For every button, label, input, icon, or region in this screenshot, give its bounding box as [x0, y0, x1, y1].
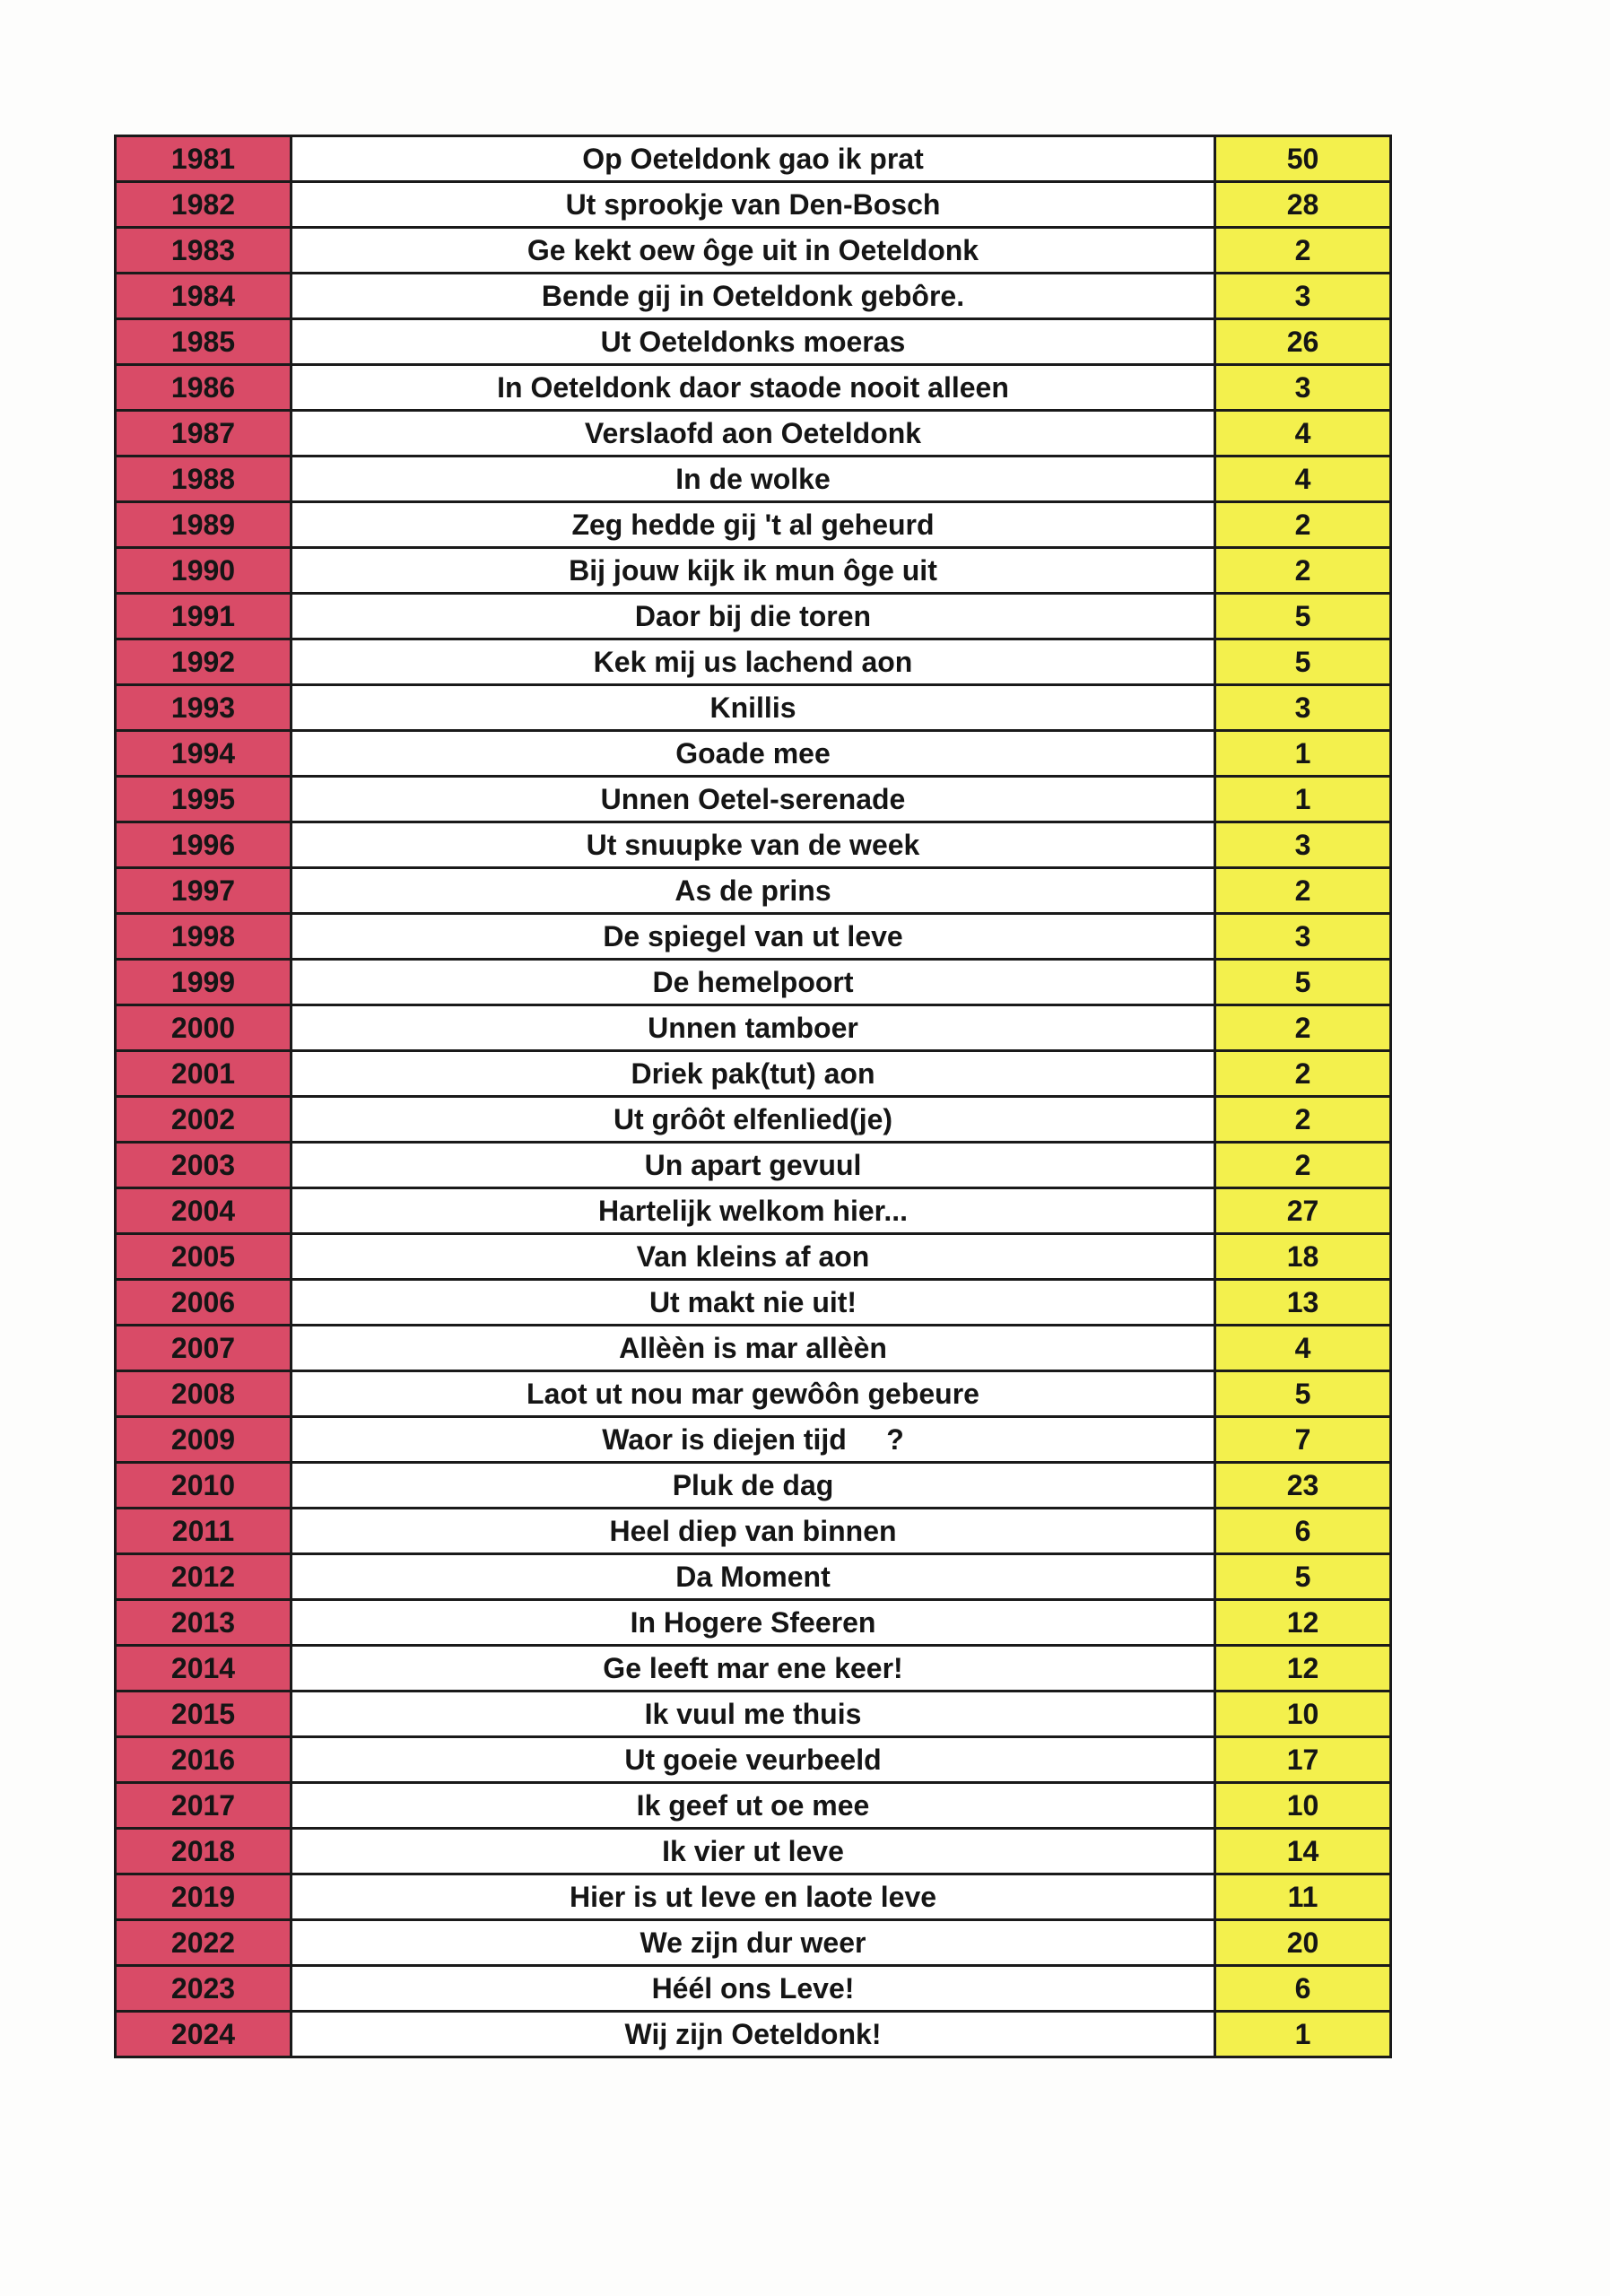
- count-cell: 4: [1215, 1326, 1391, 1371]
- table-row: [116, 1371, 1391, 1417]
- year-cell: 2007: [116, 1326, 292, 1371]
- table-row: [116, 1234, 1391, 1280]
- count-cell: 12: [1215, 1600, 1391, 1646]
- count-cell: 11: [1215, 1874, 1391, 1920]
- title-cell: Allèèn is mar allèèn: [292, 1326, 1215, 1371]
- count-cell: 13: [1215, 1280, 1391, 1326]
- table-row: [116, 1920, 1391, 1966]
- table-row: [116, 1051, 1391, 1097]
- title-cell: Ut makt nie uit!: [292, 1280, 1215, 1326]
- song-table: [114, 135, 1392, 2058]
- count-cell: 17: [1215, 1737, 1391, 1783]
- year-cell: 1991: [116, 594, 292, 639]
- table-row: [116, 274, 1391, 319]
- title-cell: Hartelijk welkom hier...: [292, 1188, 1215, 1234]
- year-cell: 1981: [116, 136, 292, 182]
- table-row: [116, 1509, 1391, 1554]
- table-row: [116, 685, 1391, 731]
- count-cell: 27: [1215, 1188, 1391, 1234]
- count-cell: 3: [1215, 274, 1391, 319]
- year-cell: 1984: [116, 274, 292, 319]
- count-cell: 5: [1215, 639, 1391, 685]
- title-cell: Daor bij die toren: [292, 594, 1215, 639]
- title-cell: Bende gij in Oeteldonk gebôre.: [292, 274, 1215, 319]
- table-row: [116, 365, 1391, 411]
- title-cell: Hier is ut leve en laote leve: [292, 1874, 1215, 1920]
- table-row: [116, 1143, 1391, 1188]
- year-cell: 2000: [116, 1005, 292, 1051]
- year-cell: 2005: [116, 1234, 292, 1280]
- count-cell: 7: [1215, 1417, 1391, 1463]
- count-cell: 2: [1215, 1051, 1391, 1097]
- title-cell: Driek pak(tut) aon: [292, 1051, 1215, 1097]
- count-cell: 14: [1215, 1829, 1391, 1874]
- table-row: [116, 319, 1391, 365]
- table-row: [116, 548, 1391, 594]
- count-cell: 1: [1215, 777, 1391, 822]
- title-cell: Ge kekt oew ôge uit in Oeteldonk: [292, 228, 1215, 274]
- title-cell: Waor is diejen tijd ?: [292, 1417, 1215, 1463]
- table-row: [116, 1874, 1391, 1920]
- count-cell: 1: [1215, 731, 1391, 777]
- title-cell: Ik vuul me thuis: [292, 1692, 1215, 1737]
- year-cell: 2018: [116, 1829, 292, 1874]
- table-row: [116, 594, 1391, 639]
- count-cell: 5: [1215, 1554, 1391, 1600]
- count-cell: 5: [1215, 960, 1391, 1005]
- year-cell: 1992: [116, 639, 292, 685]
- table-row: [116, 1326, 1391, 1371]
- title-cell: Unnen Oetel-serenade: [292, 777, 1215, 822]
- title-cell: As de prins: [292, 868, 1215, 914]
- table-row: [116, 639, 1391, 685]
- title-cell: Goade mee: [292, 731, 1215, 777]
- year-cell: 1989: [116, 502, 292, 548]
- title-cell: Ut Oeteldonks moeras: [292, 319, 1215, 365]
- table-row: [116, 914, 1391, 960]
- year-cell: 1982: [116, 182, 292, 228]
- title-cell: Knillis: [292, 685, 1215, 731]
- table-row: [116, 1646, 1391, 1692]
- count-cell: 12: [1215, 1646, 1391, 1692]
- year-cell: 1993: [116, 685, 292, 731]
- table-row: [116, 136, 1391, 182]
- year-cell: 1986: [116, 365, 292, 411]
- table-row: [116, 1005, 1391, 1051]
- table-row: [116, 1280, 1391, 1326]
- count-cell: 4: [1215, 411, 1391, 457]
- year-cell: 1998: [116, 914, 292, 960]
- year-cell: 1985: [116, 319, 292, 365]
- table-row: [116, 777, 1391, 822]
- table-row: [116, 2012, 1391, 2057]
- title-cell: De hemelpoort: [292, 960, 1215, 1005]
- table-row: [116, 1966, 1391, 2012]
- table-row: [116, 1829, 1391, 1874]
- count-cell: 26: [1215, 319, 1391, 365]
- count-cell: 20: [1215, 1920, 1391, 1966]
- year-cell: 1987: [116, 411, 292, 457]
- title-cell: Ut grôôt elfenlied(je): [292, 1097, 1215, 1143]
- title-cell: De spiegel van ut leve: [292, 914, 1215, 960]
- title-cell: Ut goeie veurbeeld: [292, 1737, 1215, 1783]
- count-cell: 5: [1215, 594, 1391, 639]
- table-row: [116, 182, 1391, 228]
- title-cell: Ik vier ut leve: [292, 1829, 1215, 1874]
- table-row: [116, 1097, 1391, 1143]
- count-cell: 23: [1215, 1463, 1391, 1509]
- table-row: [116, 502, 1391, 548]
- year-cell: 2003: [116, 1143, 292, 1188]
- year-cell: 2024: [116, 2012, 292, 2057]
- year-cell: 2004: [116, 1188, 292, 1234]
- title-cell: Pluk de dag: [292, 1463, 1215, 1509]
- count-cell: 10: [1215, 1783, 1391, 1829]
- table-row: [116, 1783, 1391, 1829]
- title-cell: In de wolke: [292, 457, 1215, 502]
- table-row: [116, 1417, 1391, 1463]
- title-cell: Verslaofd aon Oeteldonk: [292, 411, 1215, 457]
- count-cell: 3: [1215, 685, 1391, 731]
- table-row: [116, 1463, 1391, 1509]
- table-row: [116, 1554, 1391, 1600]
- year-cell: 1995: [116, 777, 292, 822]
- count-cell: 10: [1215, 1692, 1391, 1737]
- title-cell: Op Oeteldonk gao ik prat: [292, 136, 1215, 182]
- title-cell: Héél ons Leve!: [292, 1966, 1215, 2012]
- count-cell: 28: [1215, 182, 1391, 228]
- year-cell: 2012: [116, 1554, 292, 1600]
- table-row: [116, 822, 1391, 868]
- count-cell: 5: [1215, 1371, 1391, 1417]
- count-cell: 6: [1215, 1509, 1391, 1554]
- year-cell: 2009: [116, 1417, 292, 1463]
- year-cell: 2015: [116, 1692, 292, 1737]
- title-cell: Un apart gevuul: [292, 1143, 1215, 1188]
- title-cell: Ut sprookje van Den-Bosch: [292, 182, 1215, 228]
- count-cell: 2: [1215, 868, 1391, 914]
- year-cell: 1990: [116, 548, 292, 594]
- title-cell: In Oeteldonk daor staode nooit alleen: [292, 365, 1215, 411]
- count-cell: 2: [1215, 1097, 1391, 1143]
- count-cell: 18: [1215, 1234, 1391, 1280]
- song-table-body: [116, 136, 1391, 2057]
- count-cell: 2: [1215, 1005, 1391, 1051]
- table-row: [116, 457, 1391, 502]
- title-cell: Zeg hedde gij 't al geheurd: [292, 502, 1215, 548]
- year-cell: 2022: [116, 1920, 292, 1966]
- year-cell: 1996: [116, 822, 292, 868]
- count-cell: 3: [1215, 365, 1391, 411]
- table-row: [116, 731, 1391, 777]
- count-cell: 2: [1215, 1143, 1391, 1188]
- table-row: [116, 1737, 1391, 1783]
- year-cell: 1997: [116, 868, 292, 914]
- year-cell: 2017: [116, 1783, 292, 1829]
- year-cell: 2010: [116, 1463, 292, 1509]
- count-cell: 2: [1215, 548, 1391, 594]
- count-cell: 2: [1215, 228, 1391, 274]
- title-cell: Kek mij us lachend aon: [292, 639, 1215, 685]
- year-cell: 2013: [116, 1600, 292, 1646]
- year-cell: 2016: [116, 1737, 292, 1783]
- table-row: [116, 868, 1391, 914]
- count-cell: 4: [1215, 457, 1391, 502]
- year-cell: 1999: [116, 960, 292, 1005]
- year-cell: 2011: [116, 1509, 292, 1554]
- title-cell: Ge leeft mar ene keer!: [292, 1646, 1215, 1692]
- title-cell: Bij jouw kijk ik mun ôge uit: [292, 548, 1215, 594]
- table-row: [116, 960, 1391, 1005]
- table-row: [116, 1188, 1391, 1234]
- year-cell: 2006: [116, 1280, 292, 1326]
- year-cell: 2019: [116, 1874, 292, 1920]
- title-cell: Van kleins af aon: [292, 1234, 1215, 1280]
- year-cell: 2002: [116, 1097, 292, 1143]
- year-cell: 2001: [116, 1051, 292, 1097]
- year-cell: 2008: [116, 1371, 292, 1417]
- count-cell: 3: [1215, 822, 1391, 868]
- count-cell: 2: [1215, 502, 1391, 548]
- title-cell: In Hogere Sfeeren: [292, 1600, 1215, 1646]
- count-cell: 1: [1215, 2012, 1391, 2057]
- table-row: [116, 1600, 1391, 1646]
- title-cell: Da Moment: [292, 1554, 1215, 1600]
- title-cell: We zijn dur weer: [292, 1920, 1215, 1966]
- year-cell: 2023: [116, 1966, 292, 2012]
- year-cell: 1983: [116, 228, 292, 274]
- title-cell: Unnen tamboer: [292, 1005, 1215, 1051]
- title-cell: Ik geef ut oe mee: [292, 1783, 1215, 1829]
- year-cell: 2014: [116, 1646, 292, 1692]
- table-row: [116, 228, 1391, 274]
- count-cell: 6: [1215, 1966, 1391, 2012]
- table-row: [116, 1692, 1391, 1737]
- table-row: [116, 411, 1391, 457]
- title-cell: Heel diep van binnen: [292, 1509, 1215, 1554]
- year-cell: 1988: [116, 457, 292, 502]
- year-cell: 1994: [116, 731, 292, 777]
- count-cell: 3: [1215, 914, 1391, 960]
- title-cell: Wij zijn Oeteldonk!: [292, 2012, 1215, 2057]
- title-cell: Laot ut nou mar gewôôn gebeure: [292, 1371, 1215, 1417]
- count-cell: 50: [1215, 136, 1391, 182]
- title-cell: Ut snuupke van de week: [292, 822, 1215, 868]
